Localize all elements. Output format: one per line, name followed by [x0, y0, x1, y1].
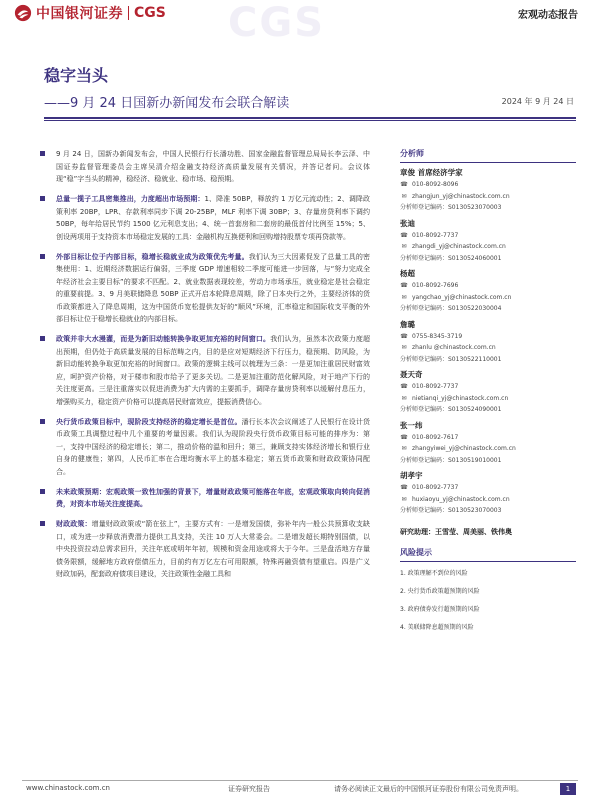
- reg-text: 分析师登记编码：S0130523070003: [400, 507, 502, 514]
- analyst-reg: [400, 505, 576, 517]
- analyst-reg: [400, 354, 576, 366]
- analyst-reg: [400, 455, 576, 467]
- analyst-name: 杨超: [400, 269, 415, 278]
- analysts-heading: 分析师: [400, 148, 576, 163]
- bullet-icon: [40, 419, 45, 424]
- bullet-icon: [40, 254, 45, 259]
- page-title: 稳字当头: [44, 66, 109, 85]
- email-text[interactable]: zhangyiwei_yj@chinastock.com.cn: [412, 445, 516, 452]
- paragraph-lead: 未来政策预期：宏观政策一致性加强的背景下，增量财政政策可能落在年底，宏观政策取向转向促消费，对资本市场关注度提高。: [56, 487, 370, 508]
- title-block: [44, 63, 289, 111]
- phone-icon: ☎: [400, 282, 408, 289]
- analyst-name: 张迪: [400, 218, 415, 228]
- bullet-icon: [40, 196, 45, 201]
- reg-text: 分析师登记编码：S0130524090001: [400, 406, 502, 413]
- email-icon: ✉: [401, 445, 407, 452]
- reg-text: 分析师登记编码：S0130522030004: [400, 305, 502, 312]
- bullet-icon: [40, 336, 45, 341]
- analyst-card: [400, 470, 576, 517]
- paragraph-text: 增量财政政策或“箭在弦上”，主要方式有：一是增发国债，弥补年内一般公共预算收支缺口，或为进一步释放消费潜力提供工具支持，关注 10 万人大常委会。二是增发超长期特别国债，以中央投资拉动总需求回升，关注年底或明年年初，规模和资金用途或将大于今年。三是盘活地方存量债务限额，缓解地方政府偿债压力，目前约有万亿左右可用限额，特殊再融资债有望重启。四是广义财政加码，配套政府债项目建设，关注政策性金融工具和: [56, 520, 370, 578]
- analyst-email[interactable]: [400, 191, 576, 203]
- risk-item: 3. 政府债券发行超预期的风险: [400, 605, 480, 613]
- paragraph-text: 9 月 24 日，国新办新闻发布会，中国人民银行行长潘功胜、国家金融监督管理总局局长李云泽、中国证券监督管理委员会主席吴清介绍金融支持经济高质量发展有关情况，并答记者问。会议体现“稳”字当头的精神，稳经济、稳就业、稳市场、稳预期。: [56, 150, 370, 183]
- email-icon: ✉: [401, 243, 407, 250]
- analyst-name: 詹璐: [400, 319, 415, 329]
- analyst-email[interactable]: [400, 241, 576, 253]
- phone-text: 0755-8345-3719: [412, 332, 463, 340]
- main-content: [52, 148, 370, 588]
- sidebar: [400, 148, 576, 640]
- reg-text: 分析师登记编码：S0130519010001: [400, 456, 502, 464]
- analyst-phone: [400, 482, 576, 494]
- footer-divider: [22, 780, 578, 781]
- phone-icon: ☎: [400, 383, 408, 390]
- analyst-reg: [400, 253, 576, 265]
- paragraph-text: 我们认为三大因素促发了总量工具的密集使用：1、近期经济数据运行偏弱，三季度 GDP 增速相较二季度可能进一步回落，与“努力完成全年经济社会主要目标”的要求不匹配。2、就业数据表现较差，劳动力市场承压，就业稳定是社会稳定的重要前提。3、9 月美联储降息 50BP 正式开启本轮降息周期，除了日本央行之外，主要经济体的货币政策都进入了降息周期，这为中国货币宽松提供友好的“顺风”环境，汇率稳定和国际收支平衡的外部目标让位于稳增长稳就业的内部目标。: [56, 252, 371, 323]
- email-icon: ✉: [401, 192, 407, 200]
- phone-text: 010-8092-7737: [412, 484, 459, 491]
- analyst-phone: [400, 381, 576, 393]
- bullet-icon: [40, 489, 45, 494]
- analyst-name: 胡孝宇: [400, 471, 423, 480]
- email-text[interactable]: nietianqi_yj@chinastock.com.cn: [412, 394, 509, 402]
- analyst-card: [400, 319, 576, 366]
- analyst-email[interactable]: [400, 443, 576, 455]
- footer-website-link[interactable]: www.chinastock.com.cn: [26, 784, 110, 792]
- paragraph: [52, 518, 370, 581]
- email-text[interactable]: huxiaoyu_yj@chinastock.com.cn: [412, 495, 510, 503]
- phone-text: 010-8092-7737: [412, 383, 459, 390]
- analyst-card: [400, 218, 576, 265]
- footer-doc-type: 证券研究报告: [228, 785, 270, 793]
- reg-text: 分析师登记编码：S0130524060001: [400, 254, 502, 262]
- email-icon: ✉: [401, 293, 407, 301]
- paragraph: [52, 486, 370, 511]
- phone-text: 010-8092-7737: [412, 231, 459, 239]
- paragraph-lead: 政策并非大水漫灌，而是为新旧动能转换争取更加充裕的时间窗口。: [56, 335, 271, 343]
- paragraph: [52, 193, 370, 243]
- analyst-email[interactable]: [400, 292, 576, 304]
- analyst-email[interactable]: [400, 342, 576, 354]
- risk-item: 2. 央行货币政策超预期的风险: [400, 587, 480, 595]
- page-subtitle: ——9 月 24 日国新办新闻发布会联合解读: [44, 96, 290, 111]
- risk-item: 4. 美联储降息超预期的风险: [400, 623, 474, 631]
- paragraph-text: 潘行长本次会议阐述了人民银行在设计货币政策工具调整过程中几个重要的考量因素。我们认为现阶段央行货币政策目标可能的排序为：第一，支持中国经济的稳定增长；第二，推动价格的温和回升；第三，兼顾支持实体经济增长和银行业自身的健康性；第四，人民币汇率在合理均衡水平上的基本稳定；第五货币政策和财政政策协同配合。: [56, 417, 371, 476]
- phone-icon: ☎: [400, 484, 408, 491]
- paragraph: [52, 333, 370, 408]
- email-text[interactable]: zhanlu @chinastock.com.cn: [412, 344, 496, 351]
- phone-text: 010-8092-7617: [412, 433, 459, 441]
- phone-icon: ☎: [400, 433, 408, 441]
- email-icon: ✉: [401, 495, 407, 503]
- analyst-phone: [400, 179, 576, 191]
- analyst-card: [400, 167, 576, 214]
- paragraph-lead: 外部目标让位于内部目标，稳增长稳就业成为政策优先考量。: [56, 252, 249, 261]
- phone-icon: ☎: [400, 231, 408, 239]
- risk-item: 1. 政策理解不到位的风险: [400, 569, 468, 577]
- paragraph-text: 1、降准 50BP，释放约 1 万亿元流动性；2、调降政策利率 20BP，LPR、存款利率同步下调 20-25BP，MLF 利率下调 30BP；3、存量房贷利率下调约 50BP，每年给居民节约 1500 亿元利息支出；4、统一首套房和二套房的最低首付比例至 15%；5、创设两项用于支持资本市场稳定发展的工具：金融机构互换便利和回购增持股票专项再贷款等。: [56, 195, 371, 241]
- footer-disclaimer: 请务必阅读正文最后的中国银河证券股份有限公司免责声明。: [334, 785, 523, 793]
- brand-name-cn: 中国银河证券: [36, 6, 123, 22]
- analyst-phone: [400, 432, 576, 444]
- paragraph: [52, 148, 370, 186]
- analyst-reg: [400, 404, 576, 416]
- page-header: [0, 0, 600, 48]
- analyst-reg: [400, 202, 576, 214]
- email-text[interactable]: zhangdi_yj@chinastock.com.cn: [412, 243, 506, 250]
- analyst-card: [400, 369, 576, 416]
- paragraph-lead: 央行货币政策目标中，现阶段支持经济的稳定增长是首位。: [56, 417, 242, 426]
- analyst-phone: [400, 331, 576, 343]
- brand-separator: [128, 6, 129, 20]
- research-assistants: 研究助理：王雪莹、周美丽、铁伟奥: [400, 527, 512, 536]
- analyst-phone: [400, 280, 576, 292]
- reg-text: 分析师登记编码：S0130522110001: [400, 355, 502, 363]
- report-type: 宏观动态报告: [518, 10, 578, 21]
- analyst-name: 章俊 首席经济学家: [400, 168, 463, 177]
- paragraph-lead: 总量一揽子工具密集推出，力度超出市场预期：: [56, 195, 205, 203]
- risk-heading: 风险提示: [400, 547, 576, 562]
- phone-icon: ☎: [400, 332, 408, 340]
- paragraph: [52, 251, 370, 326]
- header-watermark: CGS: [228, 0, 325, 46]
- bullet-icon: [40, 151, 45, 156]
- analyst-card: [400, 420, 576, 467]
- page-footer: [0, 780, 600, 800]
- title-divider: [44, 117, 576, 121]
- brand-name-en: CGS: [134, 5, 166, 21]
- paragraph-text: 我们认为，虽然本次政策力度超出预期，但仍处于高质量发展的目标范畴之内，目的是应对短期经济下行压力，稳预期、防风险，为新旧动能转换争取更加充裕的时间窗口。政策的逻辑主线可以梳理为三条：一是更加注重居民财富效应，呵护资产价格，对于楼市和股市给予了更多关切。二是更加注重防范化解风险，对于地产下行的关注度更高。三是注重落实以促进消费为扩大内需的主要抓手，调降存量房贷利率以缓解付息压力，增强购买力，稳定资产价格可以提高居民财富效应，提振消费信心。: [56, 335, 371, 406]
- analyst-name: 张一纬: [400, 420, 423, 430]
- phone-icon: ☎: [400, 181, 408, 188]
- paragraph-lead: 财政政策：: [56, 520, 92, 528]
- analyst-email[interactable]: [400, 393, 576, 405]
- report-date: 2024 年 9 月 24 日: [501, 97, 574, 106]
- brand-emblem-icon: [14, 4, 32, 22]
- email-text[interactable]: yangchao_yj@chinastock.com.cn: [412, 293, 512, 301]
- email-icon: ✉: [401, 394, 407, 402]
- email-text[interactable]: zhangjun_yj@chinastock.com.cn: [412, 192, 510, 200]
- bullet-icon: [40, 521, 45, 526]
- paragraph: [52, 416, 370, 479]
- phone-text: 010-8092-8096: [412, 181, 459, 188]
- analyst-name: 聂天奇: [400, 370, 423, 379]
- analyst-reg: [400, 303, 576, 315]
- phone-text: 010-8092-7696: [412, 282, 459, 289]
- analyst-phone: [400, 230, 576, 242]
- brand-logo: [14, 3, 166, 23]
- analyst-email[interactable]: [400, 494, 576, 506]
- analyst-card: [400, 268, 576, 315]
- reg-text: 分析师登记编码：S0130523070003: [400, 204, 502, 211]
- page-number: 1: [560, 783, 576, 795]
- email-icon: ✉: [401, 344, 407, 351]
